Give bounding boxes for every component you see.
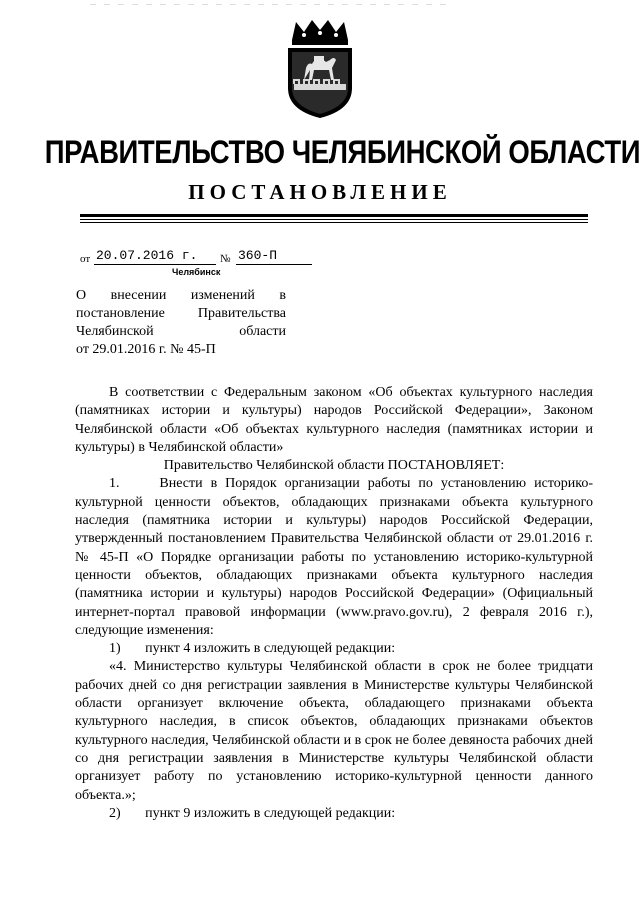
number-label: № [220,253,231,265]
subject-line: от 29.01.2016 г. № 45-П [76,342,216,357]
preamble-paragraph: В соответствии с Федеральным законом «Об объектах культурного наследия (памятниках истории и культуры) народов Российской Федерации», Законом Челябинской области «Об объектах культурного наследия (памятниках истории и культуры) в Челябинской области» [75,385,593,455]
subitem-1-line: 1) пункт 4 изложить в следующей редакции: [109,641,396,657]
quoted-point-4: «4. Министерство культуры Челябинской области в срок не более тридцати рабочих дней со дня регистрации заявления в Министерстве культуры Челябинской области организует включение объекта, обладающего признаками объекта культурного наследия, в список объектов, обладающих признаками объектов культурного наследия, Челябинской области и в срок не более девяноста рабочих дней со дня регистрации заявления в Министерстве культуры Челябинской области организует работу по установлению историко-культурной ценности данного объекта.»; [75,659,593,803]
date-from-label: от [80,253,91,265]
scan-artifact-line [90,4,450,5]
document-body [75,384,593,823]
header-rule-thin [80,219,588,220]
document-number: 360-П [236,248,312,265]
government-title: ПРАВИТЕЛЬСТВО ЧЕЛЯБИНСКОЙ ОБЛАСТИ [44,134,640,170]
document-date: 20.07.2016 г. [94,248,216,265]
subject-line: О внесении изменений в [76,288,286,303]
city-label: Челябинск [172,267,221,277]
header-rule-thick [80,214,588,217]
document-kind-title: ПОСТАНОВЛЕНИЕ [188,180,452,204]
document-subject [76,287,286,359]
item-1-paragraph: 1. Внести в Порядок организации работы по установлению историко-культурной ценности объектов, обладающих признаками объекта культурного наследия (памятника истории и культуры) народов Российской Федерации, утвержденный постановлением Правительства Челябинской области от 29.01.2016 г. № 45-П «О Порядке организации работы по установлению историко-культурной ценности объектов, обладающих признаками объекта культурного наследия (памятника истории и культуры) народов Российской Федерации» (Официальный интернет-портал правовой информации (www.pravo.gov.ru), 2 февраля 2016 г.), следующие изменения: [75,476,593,638]
subject-line: Челябинской области [76,324,286,339]
subject-line: постановление Правительства [76,306,286,321]
resolves-line: Правительство Челябинской области ПОСТАНОВЛЯЕТ: [163,458,505,474]
header-rule-thin-2 [80,222,588,223]
subitem-2-line: 2) пункт 9 изложить в следующей редакции: [109,805,396,821]
chelyabinsk-coat-of-arms-icon [284,18,356,120]
